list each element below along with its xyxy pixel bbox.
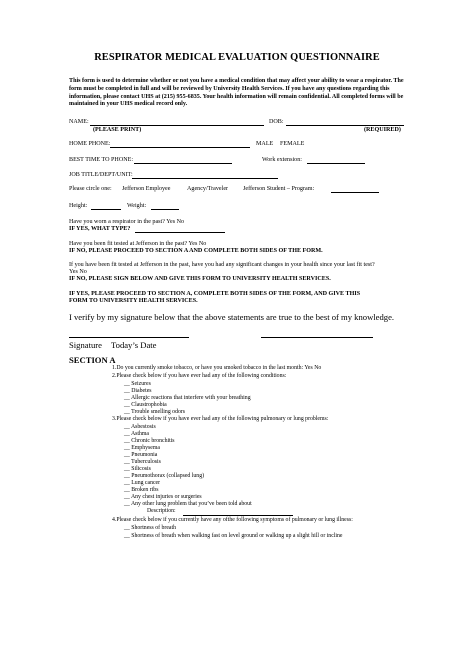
question-2: 2.Please check below if you have ever had any of the following conditions: — [112, 373, 287, 379]
question-4: 4.Please check below if you currently have any ofthe following symptoms of pulmonary or lung illness: — [112, 517, 353, 523]
worn-respirator-question: Have you worn a respirator in the past? Yes No — [69, 219, 185, 225]
female-option[interactable]: FEMALE — [280, 141, 305, 147]
job-title-label: JOB TITLE/DEPT/UNIT: — [69, 172, 133, 178]
signature-label: Signature — [69, 340, 102, 350]
program-field[interactable] — [331, 192, 379, 193]
q4-option[interactable]: __ Shortness of breath when walking fast on level ground or walking up a slight hill or incline — [124, 533, 343, 539]
health-changes-yes-no[interactable]: Yes No — [69, 269, 87, 275]
best-time-field[interactable] — [134, 163, 232, 164]
employee-option[interactable]: Jefferson Employee — [122, 186, 171, 192]
q3-option[interactable]: __ Pneumonia — [124, 452, 158, 458]
q3-option[interactable]: __ Asthma — [124, 431, 149, 437]
q3-option[interactable]: __ Pneumothorax (collapsed lung) — [124, 473, 205, 479]
if-no-sign-note: IF NO, PLEASE SIGN BELOW AND GIVE THIS FORM TO UNIVERSITY HEALTH SERVICES. — [69, 276, 331, 282]
agency-option[interactable]: Agency/Traveler — [187, 186, 229, 192]
job-title-field[interactable] — [132, 178, 278, 179]
question-1: 1.Do you currently smoke tobacco, or have you smoked tobacco in the last month: Yes No — [112, 365, 322, 371]
respirator-type-field[interactable] — [135, 232, 225, 233]
q2-option[interactable]: __ Trouble smelling odors — [124, 409, 186, 415]
q3-option[interactable]: __ Emphysema — [124, 445, 160, 451]
q3-option[interactable]: __ Tuberculosis — [124, 459, 161, 465]
health-changes-question: If you have been fit tested at Jefferson in the past, have you had any significant changes in your health since your last fit test? — [69, 262, 375, 268]
q2-option[interactable]: __ Claustrophobia — [124, 402, 167, 408]
dob-label: DOB: — [269, 119, 284, 125]
student-option[interactable]: Jefferson Student – Program: — [243, 186, 315, 192]
dob-field[interactable] — [286, 125, 404, 126]
if-yes-proceed-note-2: FORM TO UNIVERSITY HEALTH SERVICES. — [69, 298, 198, 304]
q3-option[interactable]: __ Chronic bronchitis — [124, 438, 175, 444]
name-field[interactable] — [90, 125, 264, 126]
male-option[interactable]: MALE — [256, 141, 274, 147]
fit-tested-question: Have you been fit tested at Jefferson in the past? Yes No — [69, 241, 207, 247]
work-extension-label: Work extension: — [262, 157, 302, 163]
q3-option[interactable]: __ Any chest injuries or surgeries — [124, 494, 202, 500]
please-print-note: (PLEASE PRINT) — [93, 127, 142, 133]
q3-option[interactable]: __ Asbestosis — [124, 424, 156, 430]
name-label: NAME: — [69, 119, 89, 125]
description-field[interactable] — [183, 515, 293, 516]
q3-option[interactable]: __ Any other lung problem that you’ve been told about — [124, 501, 252, 507]
verify-statement: I verify by my signature below that the above statements are true to the best of my knowledge. — [69, 312, 395, 322]
circle-one-label: Please circle one: — [69, 186, 112, 192]
date-field[interactable] — [261, 337, 373, 338]
q4-option[interactable]: __ Shortness of breath — [124, 525, 177, 531]
section-a-heading: SECTION A — [69, 355, 116, 365]
date-label: Today’s Date — [111, 340, 157, 350]
q2-option[interactable]: __ Seizures — [124, 381, 151, 387]
if-yes-type-label: IF YES, WHAT TYPE? — [69, 226, 131, 232]
if-yes-proceed-note-1: IF YES, PLEASE PROCEED TO SECTION A, COMPLETE BOTH SIDES OF THE FORM, AND GIVE THIS — [69, 291, 361, 297]
q2-option[interactable]: __ Allergic reactions that interfere with your breathing — [124, 395, 251, 401]
intro-paragraph: This form is used to determine whether or not you have a medical condition that may affect your ability to wear a respirator. The form must be completed in full and will be reviewed by University Health Services. If you have any questions regarding this information, please contact UHS at (215) 955-6835. Your health information will remain confidential. All completed forms will be maintained in your UHS medical record only. — [69, 78, 404, 108]
required-note: (REQUIRED) — [364, 127, 401, 133]
page-title: RESPIRATOR MEDICAL EVALUATION QUESTIONNAIRE — [94, 52, 380, 63]
weight-field[interactable] — [151, 209, 179, 210]
q2-option[interactable]: __ Diabetes — [124, 388, 152, 394]
work-extension-field[interactable] — [307, 163, 365, 164]
weight-label: Weight: — [127, 203, 147, 209]
description-label: Description: — [147, 508, 176, 514]
q3-option[interactable]: __ Lung cancer — [124, 480, 161, 486]
if-no-proceed-note: IF NO, PLEASE PROCEED TO SECTION A AND COMPLETE BOTH SIDES OF THE FORM. — [69, 248, 323, 254]
height-label: Height: — [69, 203, 88, 209]
signature-field[interactable] — [69, 337, 189, 338]
best-time-label: BEST TIME TO PHONE: — [69, 157, 134, 163]
q3-option[interactable]: __ Broken ribs — [124, 487, 159, 493]
q3-option[interactable]: __ Silicosis — [124, 466, 151, 472]
question-3: 3.Please check below if you have ever had any of the following pulmonary or lung problems: — [112, 416, 329, 422]
home-phone-field[interactable] — [110, 147, 250, 148]
home-phone-label: HOME PHONE: — [69, 141, 111, 147]
height-field[interactable] — [91, 209, 121, 210]
